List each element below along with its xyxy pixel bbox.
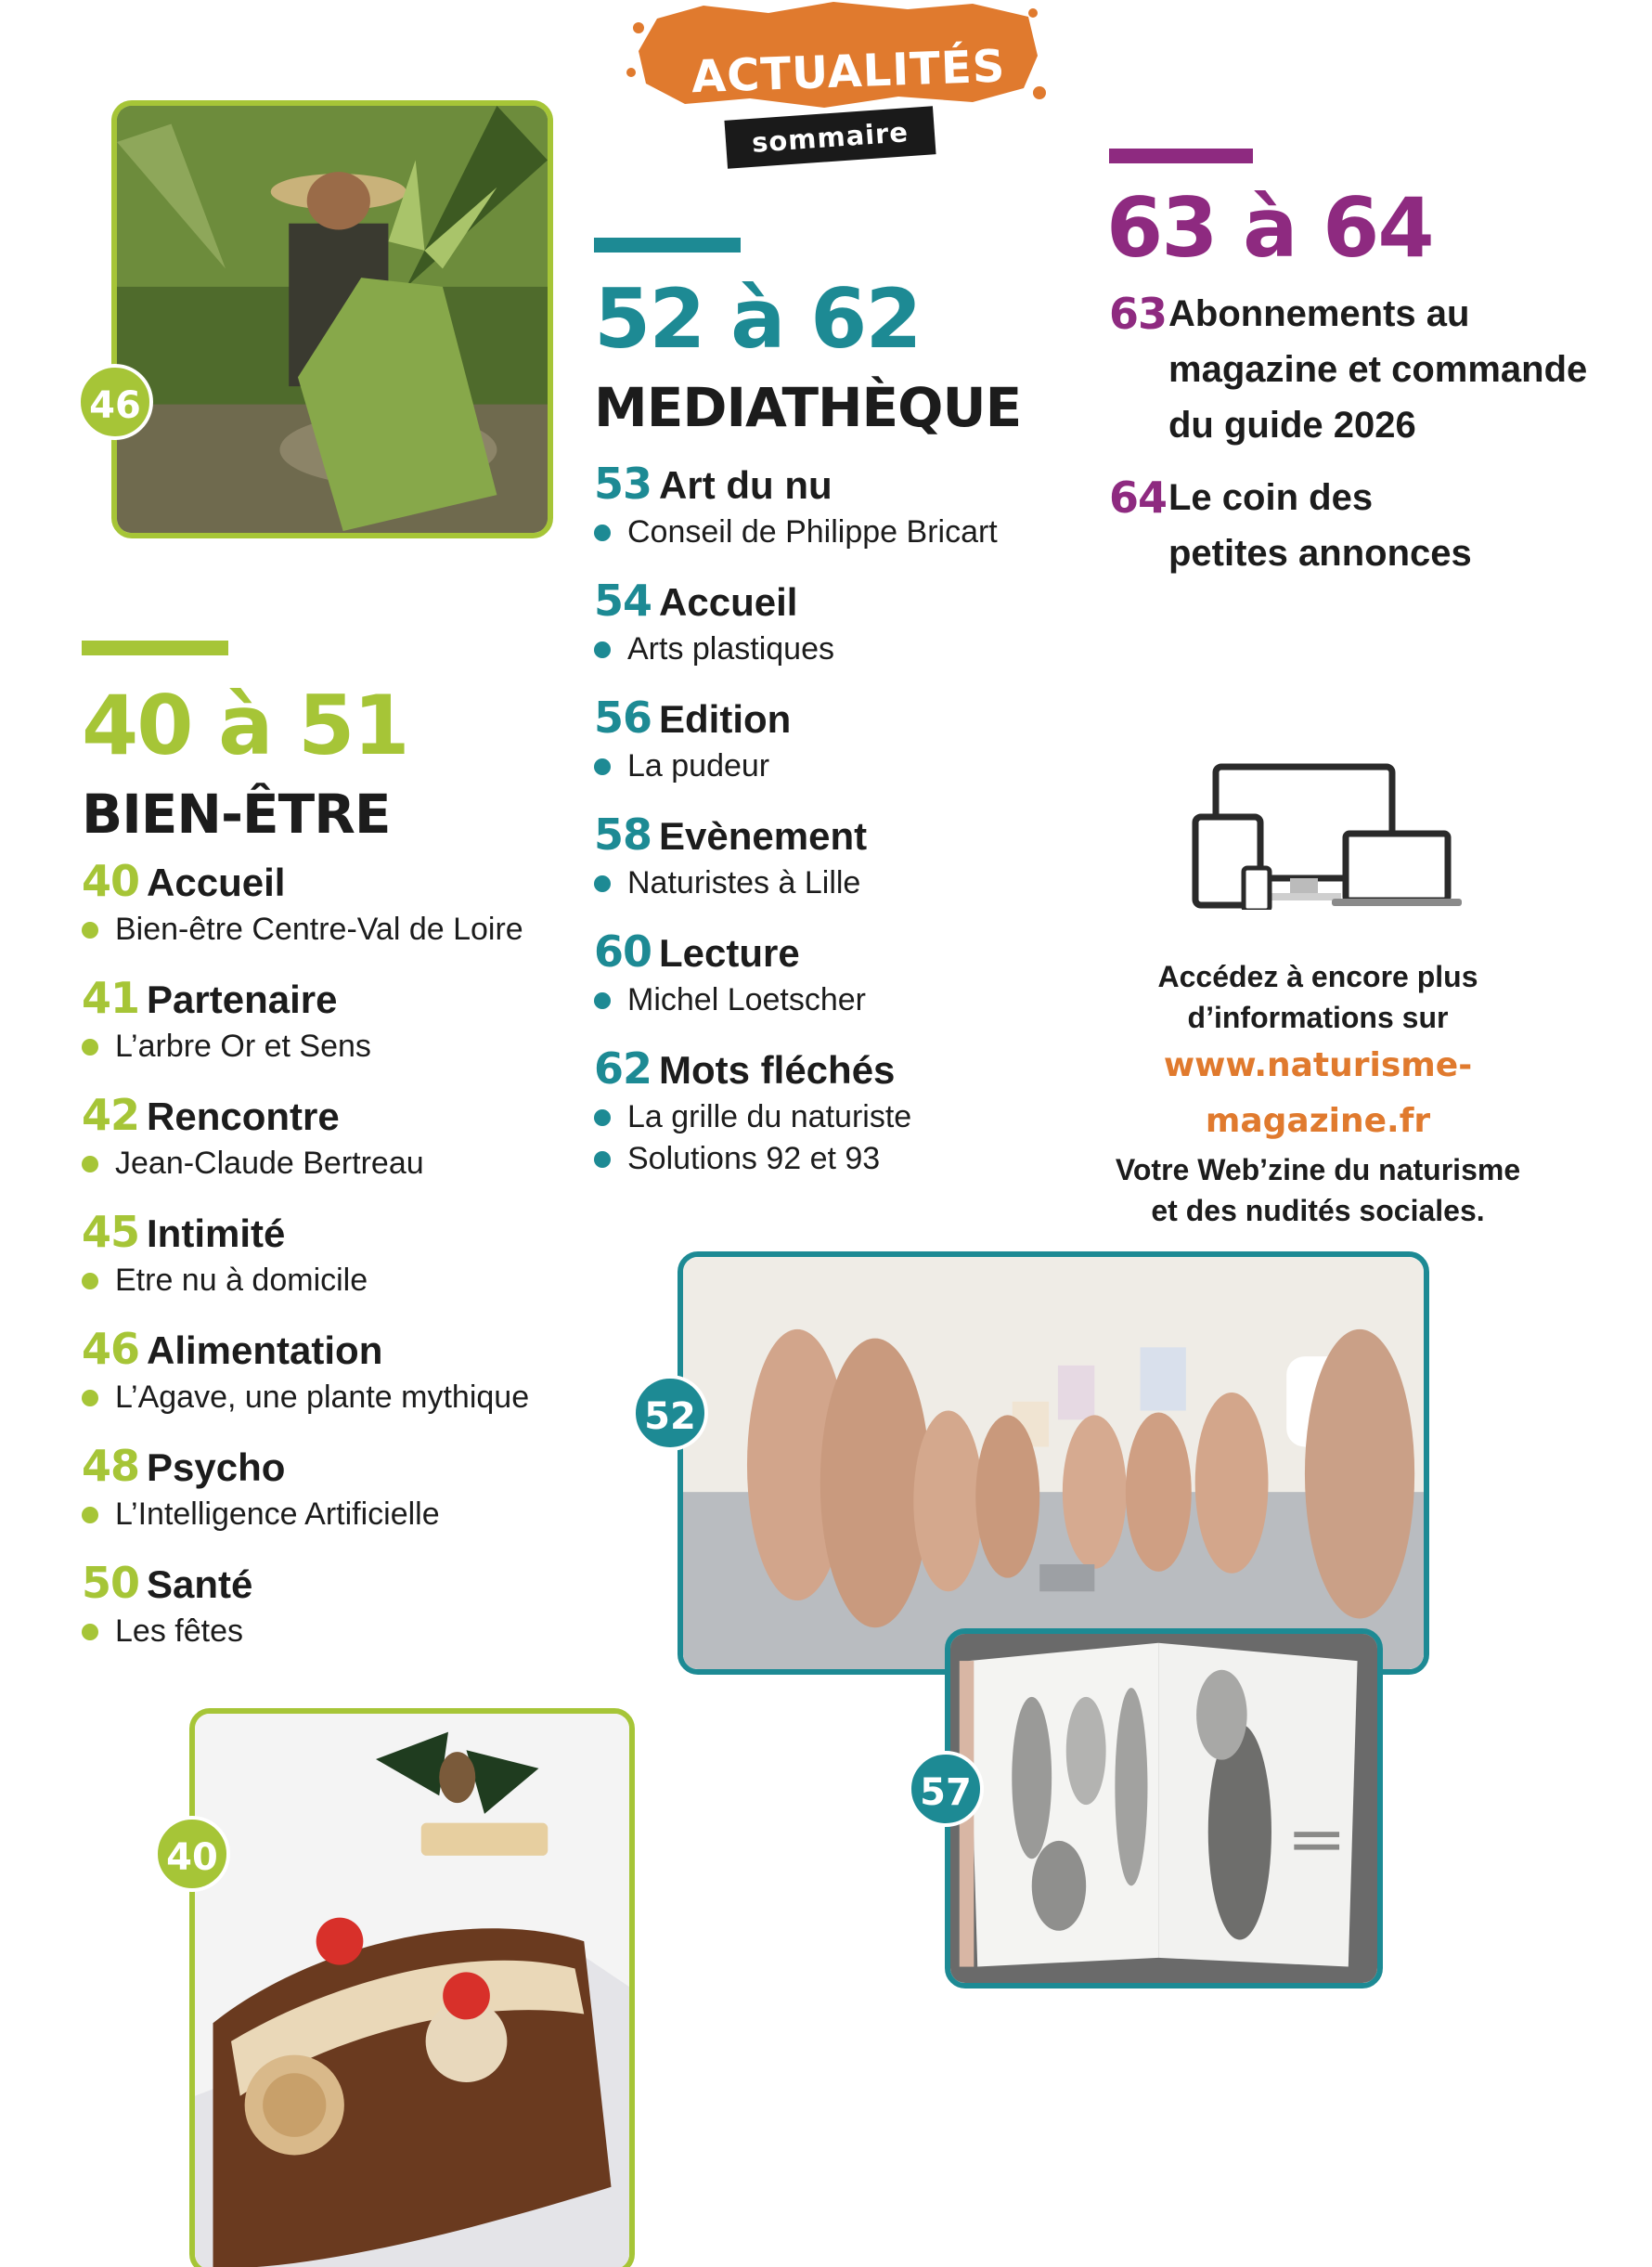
photo-group-page-badge: 52 — [632, 1375, 708, 1451]
mediatheque-item-title: Edition — [659, 697, 792, 741]
abonnements-item-line: du guide 2026 — [1168, 405, 1416, 446]
mediatheque-item-page-number: 53 — [594, 459, 652, 509]
bullet-dot-icon — [594, 1109, 611, 1126]
bien-etre-item[interactable] — [82, 1090, 424, 1182]
mediatheque-item-title: Mots fléchés — [659, 1048, 896, 1092]
abonnements-item-line: magazine et commande — [1168, 349, 1588, 390]
bien-etre-item-title: Santé — [147, 1562, 253, 1606]
mediatheque-item-title: Evènement — [659, 814, 868, 858]
bullet-dot-icon — [594, 641, 611, 658]
bien-etre-item-title: Alimentation — [147, 1328, 383, 1372]
mediatheque-item-subtitle — [594, 982, 866, 1018]
mediatheque-item-subtitle-text: Naturistes à Lille — [627, 865, 861, 900]
mediatheque-item-subtitle — [594, 631, 834, 667]
bullet-dot-icon — [594, 758, 611, 775]
mediatheque-item-subtitle — [594, 865, 867, 901]
bien-etre-item-subtitle — [82, 1496, 440, 1533]
photo-book — [945, 1628, 1383, 1988]
mediatheque-item[interactable] — [594, 1043, 911, 1177]
bien-etre-item-page-number: 46 — [82, 1324, 140, 1374]
bien-etre-item-title: Accueil — [147, 861, 286, 904]
bullet-dot-icon — [82, 1039, 98, 1056]
bien-etre-item-page-number: 50 — [82, 1558, 140, 1608]
bien-etre-item-subtitle-text: Jean-Claude Bertreau — [115, 1146, 424, 1181]
mediatheque-item[interactable] — [594, 459, 998, 551]
bullet-dot-icon — [82, 1273, 98, 1289]
bien-etre-item-page-number: 41 — [82, 973, 140, 1023]
mediatheque-accent-bar — [594, 238, 741, 253]
mediatheque-item-subtitle-text: Conseil de Philippe Bricart — [627, 514, 998, 550]
mediatheque-item-subtitle — [594, 748, 791, 784]
mediatheque-title: MEDIATHÈQUE — [594, 376, 1022, 439]
bien-etre-item-page-number: 45 — [82, 1207, 140, 1257]
bien-etre-item-page-number: 48 — [82, 1441, 140, 1491]
bien-etre-item-subtitle — [82, 1263, 368, 1299]
abonnements-item-line: Le coin des — [1168, 477, 1374, 518]
bien-etre-item-subtitle — [82, 912, 523, 948]
abonnements-item[interactable] — [1109, 286, 1605, 453]
bien-etre-item-subtitle — [82, 1380, 529, 1416]
mediatheque-item-subtitle — [594, 1099, 911, 1135]
mediatheque-item-subtitle-text: Michel Loetscher — [627, 982, 867, 1017]
abonnements-page-range: 63 à 64 — [1106, 180, 1433, 276]
bien-etre-item-subtitle-text: L’Intelligence Artificielle — [115, 1496, 440, 1532]
bullet-dot-icon — [594, 525, 611, 541]
mediatheque-item-title: Accueil — [659, 580, 798, 624]
bien-etre-item-subtitle — [82, 1146, 424, 1182]
bien-etre-item[interactable] — [82, 856, 523, 948]
bien-etre-title: BIEN-ÊTRE — [82, 783, 391, 846]
abonnements-accent-bar — [1109, 149, 1253, 163]
photo-buche-page-badge: 40 — [154, 1816, 230, 1892]
bien-etre-item-subtitle-text: Bien-être Centre-Val de Loire — [115, 912, 523, 947]
abonnements-item-page-number: 64 — [1109, 473, 1168, 523]
bullet-dot-icon — [594, 1151, 611, 1168]
website-promo-line-3: Votre Web’zine du naturisme — [1115, 1153, 1521, 1186]
mediatheque-item[interactable] — [594, 576, 834, 667]
bullet-dot-icon — [82, 1624, 98, 1640]
bien-etre-item-subtitle — [82, 1029, 371, 1065]
mediatheque-item-page-number: 56 — [594, 693, 652, 743]
mediatheque-item-page-number: 60 — [594, 926, 652, 977]
website-promo — [1086, 956, 1550, 1231]
section-header-title: ACTUALITÉS — [690, 40, 1007, 104]
mediatheque-item-subtitle — [594, 514, 998, 551]
bien-etre-item-subtitle-text: Etre nu à domicile — [115, 1263, 368, 1298]
mediatheque-item[interactable] — [594, 926, 866, 1018]
mediatheque-item-subtitle-text: La pudeur — [627, 748, 770, 784]
bien-etre-item[interactable] — [82, 1324, 529, 1416]
mediatheque-item-page-number: 54 — [594, 576, 652, 626]
mediatheque-item-subtitle-text: La grille du naturiste — [627, 1099, 912, 1134]
bien-etre-item[interactable] — [82, 1207, 368, 1299]
photo-group — [678, 1251, 1429, 1675]
abonnements-item[interactable] — [1109, 470, 1605, 581]
bullet-dot-icon — [82, 1390, 98, 1406]
bien-etre-item[interactable] — [82, 973, 371, 1065]
photo-book-page-badge: 57 — [908, 1751, 984, 1827]
bien-etre-item-subtitle-text: L’Agave, une plante mythique — [115, 1380, 530, 1415]
bien-etre-page-range: 40 à 51 — [82, 678, 408, 773]
mediatheque-item-page-number: 62 — [594, 1043, 652, 1094]
bien-etre-item[interactable] — [82, 1441, 440, 1533]
abonnements-item-title — [1168, 286, 1605, 453]
mediatheque-item-title: Lecture — [659, 931, 800, 975]
mediatheque-page-range: 52 à 62 — [594, 271, 921, 367]
bien-etre-item[interactable] — [82, 1558, 252, 1650]
bien-etre-item-title: Partenaire — [147, 978, 338, 1021]
bien-etre-item-subtitle-text: L’arbre Or et Sens — [115, 1029, 371, 1064]
website-promo-line-4: et des nudités sociales. — [1151, 1194, 1485, 1227]
mediatheque-item-page-number: 58 — [594, 810, 652, 860]
abonnements-item-line: Abonnements au — [1168, 293, 1470, 334]
mediatheque-item[interactable] — [594, 693, 791, 784]
website-promo-line-1: Accédez à encore plus — [1157, 960, 1478, 993]
photo-agave — [111, 100, 553, 538]
mediatheque-item-title: Art du nu — [659, 463, 832, 507]
bullet-dot-icon — [82, 922, 98, 939]
mediatheque-item[interactable] — [594, 810, 867, 901]
bien-etre-item-page-number: 42 — [82, 1090, 140, 1140]
bullet-dot-icon — [594, 992, 611, 1009]
bien-etre-accent-bar — [82, 641, 228, 655]
website-promo-line-2: d’informations sur — [1187, 1001, 1449, 1034]
bullet-dot-icon — [594, 875, 611, 892]
section-header-subtitle: sommaire — [724, 106, 936, 169]
website-url-link[interactable]: www.naturisme-magazine.fr — [1163, 1046, 1473, 1140]
bien-etre-item-title: Rencontre — [147, 1095, 340, 1138]
abonnements-item-page-number: 63 — [1109, 289, 1168, 339]
mediatheque-item-subtitle-text: Arts plastiques — [627, 631, 834, 667]
mediatheque-item-subtitle — [594, 1141, 911, 1177]
devices-icon — [1188, 761, 1466, 910]
bullet-dot-icon — [82, 1156, 98, 1172]
bien-etre-item-title: Intimité — [147, 1211, 286, 1255]
bien-etre-item-subtitle-text: Les fêtes — [115, 1613, 243, 1649]
photo-buche — [189, 1708, 635, 2267]
bullet-dot-icon — [82, 1507, 98, 1523]
bien-etre-item-page-number: 40 — [82, 856, 140, 906]
abonnements-item-line: petites annonces — [1168, 533, 1472, 574]
mediatheque-item-subtitle-text: Solutions 92 et 93 — [627, 1141, 881, 1176]
photo-agave-page-badge: 46 — [77, 364, 153, 440]
abonnements-item-title — [1168, 470, 1605, 581]
bien-etre-item-subtitle — [82, 1613, 252, 1650]
bien-etre-item-title: Psycho — [147, 1445, 286, 1489]
